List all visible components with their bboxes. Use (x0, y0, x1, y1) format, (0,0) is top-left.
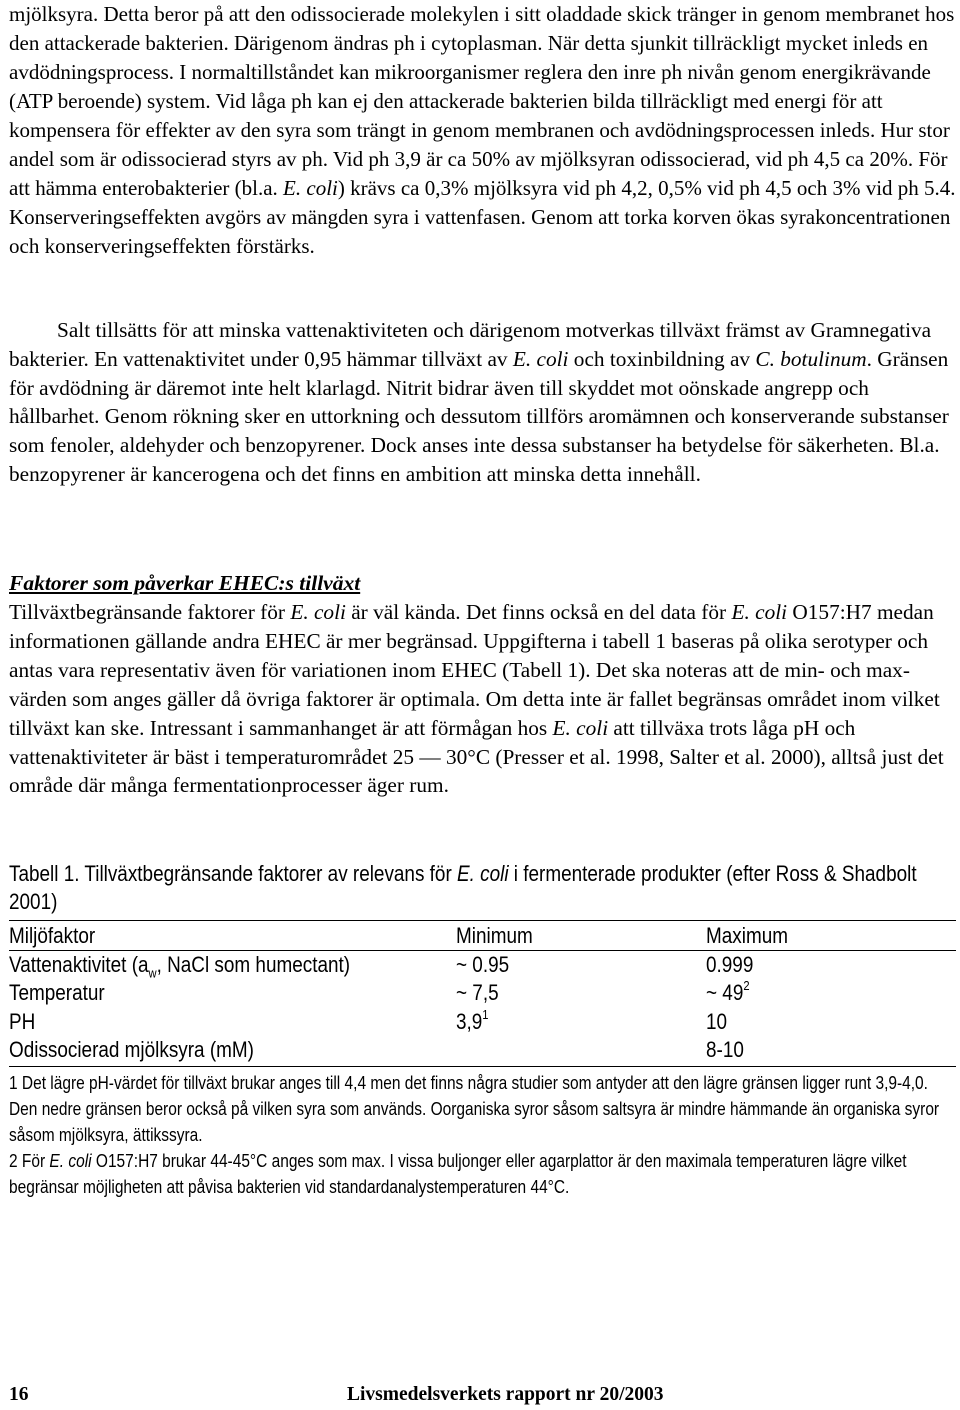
table-row (9, 1008, 956, 1037)
table-rule-bottom (9, 1066, 956, 1067)
footnote-1: 1 Det lägre pH-värdet för tillväxt brukar anges till 4,4 men det finns några studier som antyder att den lägre gränsen ligger runt 3,9-4,0. Den nedre gränsen beror också på vilken syra som används. Oorganiska syror såsom saltsyra är mindre hämmande än organiska syror såsom mjölksyra, ättikssyra. (9, 1073, 940, 1145)
table-cell: Odissocierad mjölksyra (mM) (9, 1037, 254, 1062)
ecoli-term: E. coli (512, 346, 569, 371)
ecoli-term: E. coli (457, 861, 509, 886)
paragraph-factors (9, 598, 957, 800)
table-cell: $3,9^1$ (456, 1006, 489, 1034)
page-number: 16 (9, 1384, 29, 1405)
ecoli-term: E. coli (731, 600, 788, 624)
column-header: Maximum (706, 923, 788, 948)
growth-factors-table (9, 920, 956, 1065)
ecoli-term: E. coli (552, 715, 609, 740)
paragraph-text: Salt tillsätts för att minska vattenaktiviteten och därigenom motverkas tillväxt främst av Gramnegativa bakterier. En vattenaktivitet under 0,95 hämmar tillväxt av E. coli och toxinbildning av C. botulinum. Gränsen för avdödning är däremot inte helt klarlagd. Nitrit bidrar även till skyddet mot oönskade angrepp och hållbarhet. Genom rökning sker en uttorkning och dessutom tillförs aromämnen och konserverande substanser som fenoler, aldehyder och benzopyrener. Dock anses inte dessa substanser ha betydelse för säkerheten. Bl.a. benzopyrener är kancerogena och det finns en ambition att minska detta innehåll. (9, 318, 949, 486)
table-cell: 10 (706, 1008, 728, 1034)
table-cell: Temperatur (9, 980, 105, 1005)
table-cell: Vattenaktivitet ($a_w$, NaCl som humectant) (9, 951, 351, 980)
table-header-row (9, 922, 956, 951)
table-cell: ~ 7,5 (456, 980, 499, 1005)
page-footer (9, 1384, 957, 1410)
table-cell: 8-10 (706, 1037, 744, 1062)
column-header: Miljöfaktor (9, 923, 96, 948)
table-cell: ~ $49^2$ (706, 978, 750, 1005)
ecoli-term: E. coli (49, 1151, 92, 1171)
ecoli-term: E. coli (283, 176, 338, 200)
table-cell: ~ 0.95 (456, 951, 510, 977)
cbotulinum-term: C. botulinum (755, 346, 867, 371)
table-cell: PH (9, 1008, 36, 1034)
table-row (9, 1036, 956, 1065)
table-row (9, 951, 956, 980)
report-title: Livsmedelsverkets rapport nr 20/2003 (347, 1384, 664, 1405)
paragraph-salt (9, 316, 957, 489)
paragraph-lactic-acid (9, 0, 957, 261)
paragraph-text: Tillväxtbegränsande faktorer för E. coli är väl kända. Det finns också en del data för E. coli O157:H7 medan informationen gällande andra EHEC är mer begränsad. Uppgifterna i tabell 1 baseras på olika serotyper och antas vara representativ även för variationen inom EHEC (Tabell 1). Det ska noteras att de min- och max-värden som anges gäller då övriga faktorer är optimala. Om detta inte är fallet begränsas området inom vilket tillväxt kan ske. Intressant i sammanhanget är att förmågan hos E. coli att tillväxa trots låga pH och vattenaktiviteter är bäst i temperaturområdet 25 — 30°C (Presser et al. 1998, Salter et al. 2000), alltså just det område där många fermentationprocesser äger rum. (9, 600, 944, 798)
ecoli-term: E. coli (290, 600, 346, 624)
paragraph-text: mjölksyra. Detta beror på att den odissocierade molekylen i sitt oladdade skick tränger in genom membranet hos den attackerade bakterien. Därigenom ändras ph i cytoplasman. När detta sjunkit tillräckligt mycket inleds en avdödningsprocess. I normaltillståndet kan mikroorganismer reglera den inre ph nivån genom energikrävande (ATP beroende) system. Vid låga ph kan ej den attackerade bakterien bilda tillräckligt med energi för att kompensera för effekter av den syra som trängt in genom membranen och avdödningsprocessen inleds. Hur stor andel som är odissocierad styrs av ph. Vid ph 3,9 är ca 50% av mjölksyran odissocierad, vid ph 4,5 ca 20%. För att hämma enterobakterier (bl.a. E. coli) krävs ca 0,3% mjölksyra vid ph 4,2, 0,5% vid ph 4,5 och 3% vid ph 5.4. Konserveringseffekten avgörs av mängden syra i vattenfasen. Genom att torka korven ökas syrakoncentrationen och konserveringseffekten förstärks. (9, 2, 956, 258)
section-heading: Faktorer som påverkar EHEC:s tillväxt (9, 571, 361, 595)
column-header: Minimum (456, 923, 533, 948)
table-row (9, 979, 956, 1008)
table-cell: 0.999 (706, 951, 754, 977)
footnote-2: 2 För E. coli O157:H7 brukar 44-45°C anges som max. I vissa buljonger eller agarplattor är den maximala temperaturen lägre vilket begränsar möjligheten att påvisa bakterien vid standardanalystemperaturen 44°C. (9, 1151, 907, 1197)
table-rule-top (9, 920, 956, 921)
table-caption: Tabell 1. Tillväxtbegränsande faktorer av relevans för E. coli i fermenterade produkter (efter Ross & Shadbolt 2001) (9, 861, 917, 914)
table-footnotes (9, 1070, 955, 1200)
